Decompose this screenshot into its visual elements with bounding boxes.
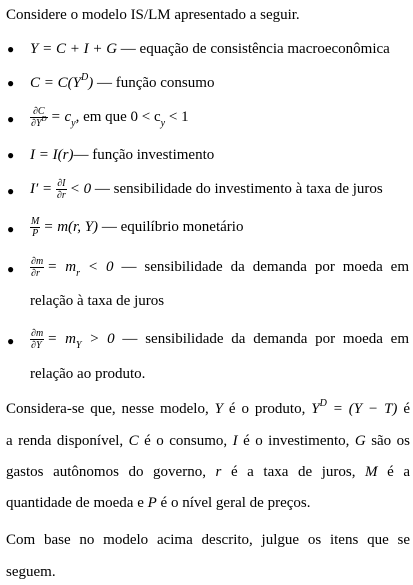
formula-end: ) (88, 75, 94, 91)
paragraph-line: quantidade de moeda e P é o nível geral de preços. (6, 495, 311, 511)
list-item-identity (30, 40, 390, 58)
bullet-icon: ● (7, 222, 15, 236)
item-text: , em que 0 < c (75, 109, 161, 125)
list-item-marginal-consumption (30, 104, 189, 130)
formula-sup: D (80, 72, 89, 83)
formula: = m (47, 259, 77, 275)
formula-sub: r (76, 268, 80, 279)
item-text: — sensibilidade da demanda por moeda em (113, 259, 410, 275)
formula: I′ = (30, 181, 53, 197)
formula-sub: y (71, 118, 76, 129)
fraction (30, 106, 48, 129)
item-text: — função investimento (73, 147, 215, 163)
formula-sub: Y (75, 340, 82, 351)
bullet-icon: ● (7, 42, 15, 56)
bullet-icon: ● (7, 76, 15, 90)
bullet-icon: ● (7, 112, 15, 126)
formula: C = C(Y (30, 75, 81, 91)
item-text: — equação de consistência macroeconômica (117, 41, 390, 57)
fraction-denominator: ∂r (31, 268, 40, 280)
paragraph-line: gastos autônomos do governo, r é a taxa de juros, M é a (6, 464, 410, 480)
fraction-numerator: ∂m (31, 328, 44, 340)
paragraph-line: Com base no modelo acima descrito, julgue os itens que se (6, 532, 410, 548)
fraction-numerator: M (31, 216, 40, 228)
list-item-continuation: relação à taxa de juros (30, 293, 165, 309)
paragraph-line: a renda disponível, C é o consumo, I é o investimento, G são os (6, 433, 410, 449)
fraction-denominator: $\partial Y^D$ (31, 114, 47, 130)
fraction (30, 216, 40, 239)
list-item-investment-sensitivity (30, 176, 383, 202)
fraction (30, 328, 44, 351)
fraction-denominator: ∂Y (31, 340, 42, 352)
item-text: — equilíbrio monetário (98, 219, 244, 235)
bullet-icon: ● (7, 184, 15, 198)
formula-end: > 0 (81, 331, 115, 347)
paragraph-line: Considera-se que, nesse modelo, Y é o produto, $Y^D = (Y - T)$ é (6, 398, 410, 417)
formula: I = I(r) (30, 147, 74, 163)
fraction-denominator: ∂r (56, 190, 66, 202)
item-text: — sensibilidade da demanda por moeda em (114, 331, 410, 347)
formula: = m(r, Y) (43, 219, 99, 235)
fraction-numerator: ∂I (57, 178, 66, 190)
formula-end: < 0 (79, 259, 114, 275)
fraction-denominator: P (32, 228, 39, 240)
bullet-icon: ● (7, 262, 15, 276)
fraction-numerator: ∂C (30, 106, 48, 118)
item-text: — sensibilidade do investimento à taxa de juros (91, 181, 383, 197)
paragraph-line: seguem. (6, 564, 56, 580)
fraction (30, 256, 44, 279)
list-item-money-demand-output (30, 326, 409, 352)
item-text: — função consumo (93, 75, 215, 91)
list-item-continuation: relação ao produto. (30, 366, 146, 382)
text-end: < 1 (165, 109, 189, 125)
list-item-consumption (30, 74, 214, 92)
list-item-money-equilibrium (30, 214, 243, 240)
formula: = c (50, 109, 72, 125)
fraction-numerator: ∂m (31, 256, 44, 268)
formula2: < 0 (69, 181, 92, 197)
formula: = m (47, 331, 76, 347)
bullet-icon: ● (7, 334, 15, 348)
fraction (56, 178, 67, 201)
intro-text: Considere o modelo IS/LM apresentado a seguir. (6, 7, 300, 23)
list-item-money-demand-rate (30, 254, 409, 280)
bullet-icon: ● (7, 148, 15, 162)
formula: Y = C + I + G (30, 41, 118, 57)
text-sub: y (160, 118, 166, 129)
list-item-investment (30, 146, 214, 164)
